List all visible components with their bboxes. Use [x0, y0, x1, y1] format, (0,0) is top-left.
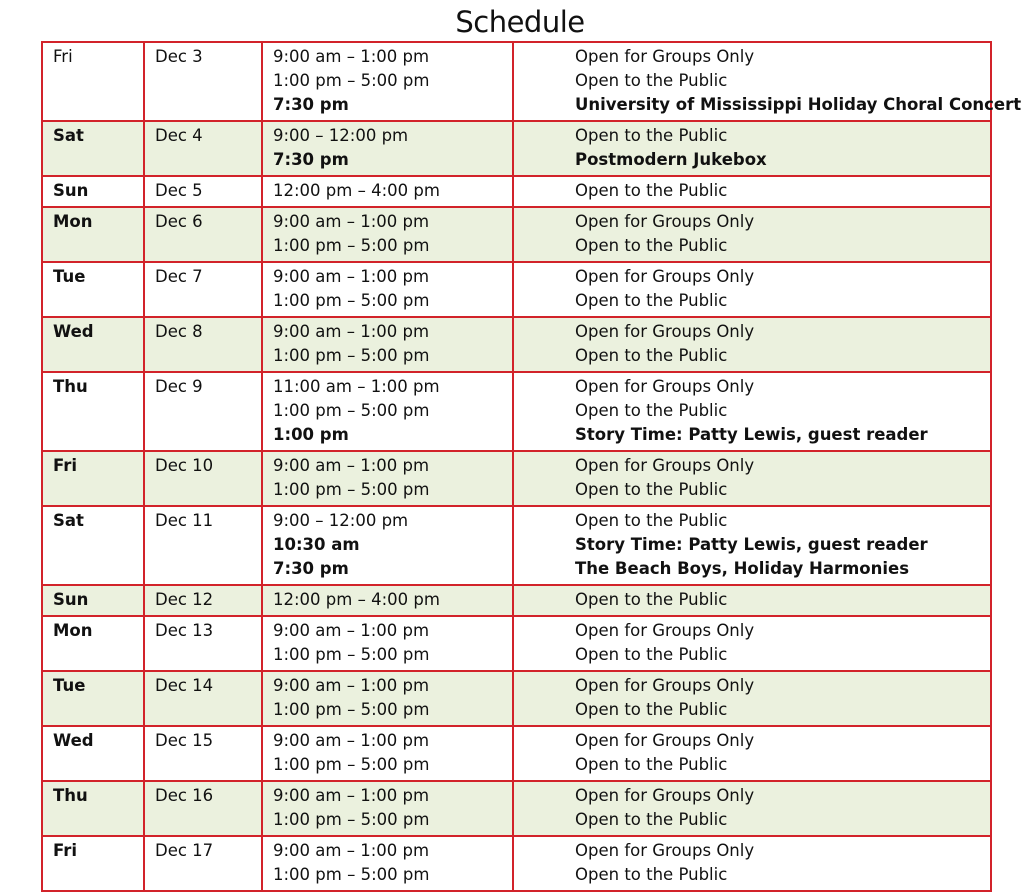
date-cell: [144, 207, 262, 262]
time-text: 1:00 pm – 5:00 pm: [273, 401, 430, 420]
date-cell: [144, 317, 262, 372]
date-cell: [144, 372, 262, 451]
event-text: The Beach Boys, Holiday Harmonies: [575, 559, 910, 578]
time-text: 12:00 pm – 4:00 pm: [273, 590, 440, 609]
day-label: Mon: [53, 621, 93, 640]
date-label: Dec 16: [155, 786, 214, 805]
day-cell: [42, 42, 144, 121]
event-text: Open to the Public: [575, 480, 728, 499]
day-label: Tue: [53, 676, 86, 695]
time-text: 7:30 pm: [273, 95, 349, 114]
time-text: 12:00 pm – 4:00 pm: [273, 181, 440, 200]
day-cell: [42, 726, 144, 781]
day-label: Fri: [53, 47, 73, 66]
time-text: 9:00 am – 1:00 pm: [273, 786, 430, 805]
time-text: 9:00 am – 1:00 pm: [273, 456, 430, 475]
event-text: Open for Groups Only: [575, 676, 755, 695]
day-label: Tue: [53, 267, 86, 286]
day-label: Fri: [53, 841, 78, 860]
page-title: Schedule: [455, 5, 585, 39]
time-text: 1:00 pm – 5:00 pm: [273, 236, 430, 255]
date-label: Dec 13: [155, 621, 214, 640]
date-cell: [144, 836, 262, 891]
event-cell: [513, 451, 991, 506]
time-text: 1:00 pm – 5:00 pm: [273, 755, 430, 774]
time-cell: [262, 207, 513, 262]
event-text: Story Time: Patty Lewis, guest reader: [575, 425, 928, 444]
time-text: 1:00 pm – 5:00 pm: [273, 346, 430, 365]
schedule-row: [42, 207, 991, 262]
event-text: Open to the Public: [575, 645, 728, 664]
event-cell: [513, 262, 991, 317]
date-label: Dec 7: [155, 267, 203, 286]
day-cell: [42, 451, 144, 506]
schedule-row: [42, 506, 991, 585]
date-label: Dec 5: [155, 181, 203, 200]
time-cell: [262, 585, 513, 616]
schedule-row: [42, 121, 991, 176]
schedule-row: [42, 317, 991, 372]
event-text: Open for Groups Only: [575, 786, 755, 805]
date-label: Dec 10: [155, 456, 214, 475]
event-cell: [513, 506, 991, 585]
date-cell: [144, 585, 262, 616]
date-label: Dec 8: [155, 322, 203, 341]
date-cell: [144, 781, 262, 836]
event-text: University of Mississippi Holiday Choral Concert: [575, 95, 1022, 114]
date-label: Dec 3: [155, 47, 203, 66]
day-label: Fri: [53, 456, 78, 475]
day-cell: [42, 836, 144, 891]
time-text: 7:30 pm: [273, 559, 349, 578]
event-text: Open to the Public: [575, 181, 728, 200]
date-cell: [144, 671, 262, 726]
date-label: Dec 11: [155, 511, 214, 530]
day-label: Thu: [53, 786, 88, 805]
day-cell: [42, 262, 144, 317]
date-cell: [144, 506, 262, 585]
event-text: Open to the Public: [575, 346, 728, 365]
time-cell: [262, 42, 513, 121]
time-cell: [262, 451, 513, 506]
time-text: 9:00 am – 1:00 pm: [273, 47, 430, 66]
schedule-body: [42, 42, 1022, 891]
event-text: Open to the Public: [575, 590, 728, 609]
event-text: Open to the Public: [575, 126, 728, 145]
time-text: 9:00 am – 1:00 pm: [273, 267, 430, 286]
day-label: Sat: [53, 126, 84, 145]
event-text: Open to the Public: [575, 236, 728, 255]
day-label: Wed: [53, 322, 94, 341]
event-cell: [513, 207, 991, 262]
schedule-row: [42, 42, 991, 121]
event-cell: [513, 372, 991, 451]
schedule-row: [42, 262, 991, 317]
time-cell: [262, 616, 513, 671]
day-cell: [42, 372, 144, 451]
time-text: 9:00 am – 1:00 pm: [273, 731, 430, 750]
event-text: Story Time: Patty Lewis, guest reader: [575, 535, 928, 554]
time-text: 9:00 am – 1:00 pm: [273, 322, 430, 341]
time-cell: [262, 121, 513, 176]
event-cell: [513, 121, 991, 176]
time-text: 7:30 pm: [273, 150, 349, 169]
event-text: Open to the Public: [575, 511, 728, 530]
event-cell: [513, 726, 991, 781]
event-text: Open for Groups Only: [575, 841, 755, 860]
date-label: Dec 4: [155, 126, 203, 145]
time-text: 9:00 – 12:00 pm: [273, 126, 409, 145]
date-cell: [144, 262, 262, 317]
time-cell: [262, 506, 513, 585]
event-cell: [513, 585, 991, 616]
day-cell: [42, 207, 144, 262]
event-text: Open to the Public: [575, 71, 728, 90]
event-text: Open to the Public: [575, 810, 728, 829]
event-text: Open to the Public: [575, 700, 728, 719]
event-text: Open to the Public: [575, 291, 728, 310]
event-cell: [513, 176, 991, 207]
time-text: 9:00 am – 1:00 pm: [273, 841, 430, 860]
day-cell: [42, 616, 144, 671]
schedule-row: [42, 671, 991, 726]
time-text: 9:00 – 12:00 pm: [273, 511, 409, 530]
date-cell: [144, 121, 262, 176]
time-cell: [262, 671, 513, 726]
day-label: Thu: [53, 377, 88, 396]
time-text: 9:00 am – 1:00 pm: [273, 676, 430, 695]
day-label: Sun: [53, 181, 89, 200]
event-cell: [513, 42, 1022, 121]
event-cell: [513, 616, 991, 671]
day-cell: [42, 176, 144, 207]
day-label: Mon: [53, 212, 93, 231]
schedule-row: [42, 781, 991, 836]
event-text: Open for Groups Only: [575, 47, 755, 66]
time-cell: [262, 726, 513, 781]
time-text: 11:00 am – 1:00 pm: [273, 377, 440, 396]
day-label: Wed: [53, 731, 94, 750]
time-text: 9:00 am – 1:00 pm: [273, 621, 430, 640]
schedule-row: [42, 176, 991, 207]
time-cell: [262, 317, 513, 372]
day-cell: [42, 317, 144, 372]
time-cell: [262, 176, 513, 207]
event-text: Open to the Public: [575, 865, 728, 884]
schedule-table: [41, 41, 1022, 892]
date-label: Dec 15: [155, 731, 214, 750]
time-text: 1:00 pm – 5:00 pm: [273, 810, 430, 829]
event-text: Open for Groups Only: [575, 322, 755, 341]
time-cell: [262, 781, 513, 836]
date-cell: [144, 451, 262, 506]
event-text: Open for Groups Only: [575, 731, 755, 750]
time-text: 1:00 pm – 5:00 pm: [273, 71, 430, 90]
event-cell: [513, 781, 991, 836]
date-cell: [144, 42, 262, 121]
event-text: Open to the Public: [575, 401, 728, 420]
event-text: Open for Groups Only: [575, 212, 755, 231]
time-text: 1:00 pm – 5:00 pm: [273, 291, 430, 310]
date-cell: [144, 176, 262, 207]
time-cell: [262, 262, 513, 317]
schedule-row: [42, 616, 991, 671]
time-cell: [262, 836, 513, 891]
time-cell: [262, 372, 513, 451]
schedule-row: [42, 585, 991, 616]
event-text: Open for Groups Only: [575, 621, 755, 640]
date-label: Dec 17: [155, 841, 214, 860]
schedule-row: [42, 726, 991, 781]
day-label: Sun: [53, 590, 89, 609]
event-text: Open for Groups Only: [575, 267, 755, 286]
time-text: 1:00 pm – 5:00 pm: [273, 700, 430, 719]
date-cell: [144, 726, 262, 781]
time-text: 1:00 pm – 5:00 pm: [273, 645, 430, 664]
time-text: 1:00 pm – 5:00 pm: [273, 480, 430, 499]
day-label: Sat: [53, 511, 84, 530]
day-cell: [42, 671, 144, 726]
day-cell: [42, 585, 144, 616]
event-cell: [513, 671, 991, 726]
event-text: Open for Groups Only: [575, 456, 755, 475]
time-text: 1:00 pm: [273, 425, 349, 444]
schedule-row: [42, 836, 991, 891]
time-text: 9:00 am – 1:00 pm: [273, 212, 430, 231]
date-cell: [144, 616, 262, 671]
time-text: 1:00 pm – 5:00 pm: [273, 865, 430, 884]
day-cell: [42, 121, 144, 176]
event-text: Open to the Public: [575, 755, 728, 774]
date-label: Dec 14: [155, 676, 214, 695]
event-cell: [513, 317, 991, 372]
event-text: Postmodern Jukebox: [575, 150, 767, 169]
schedule-row: [42, 372, 991, 451]
event-cell: [513, 836, 991, 891]
day-cell: [42, 506, 144, 585]
schedule-row: [42, 451, 991, 506]
date-label: Dec 12: [155, 590, 214, 609]
event-text: Open for Groups Only: [575, 377, 755, 396]
date-label: Dec 6: [155, 212, 203, 231]
date-label: Dec 9: [155, 377, 203, 396]
time-text: 10:30 am: [273, 535, 360, 554]
day-cell: [42, 781, 144, 836]
